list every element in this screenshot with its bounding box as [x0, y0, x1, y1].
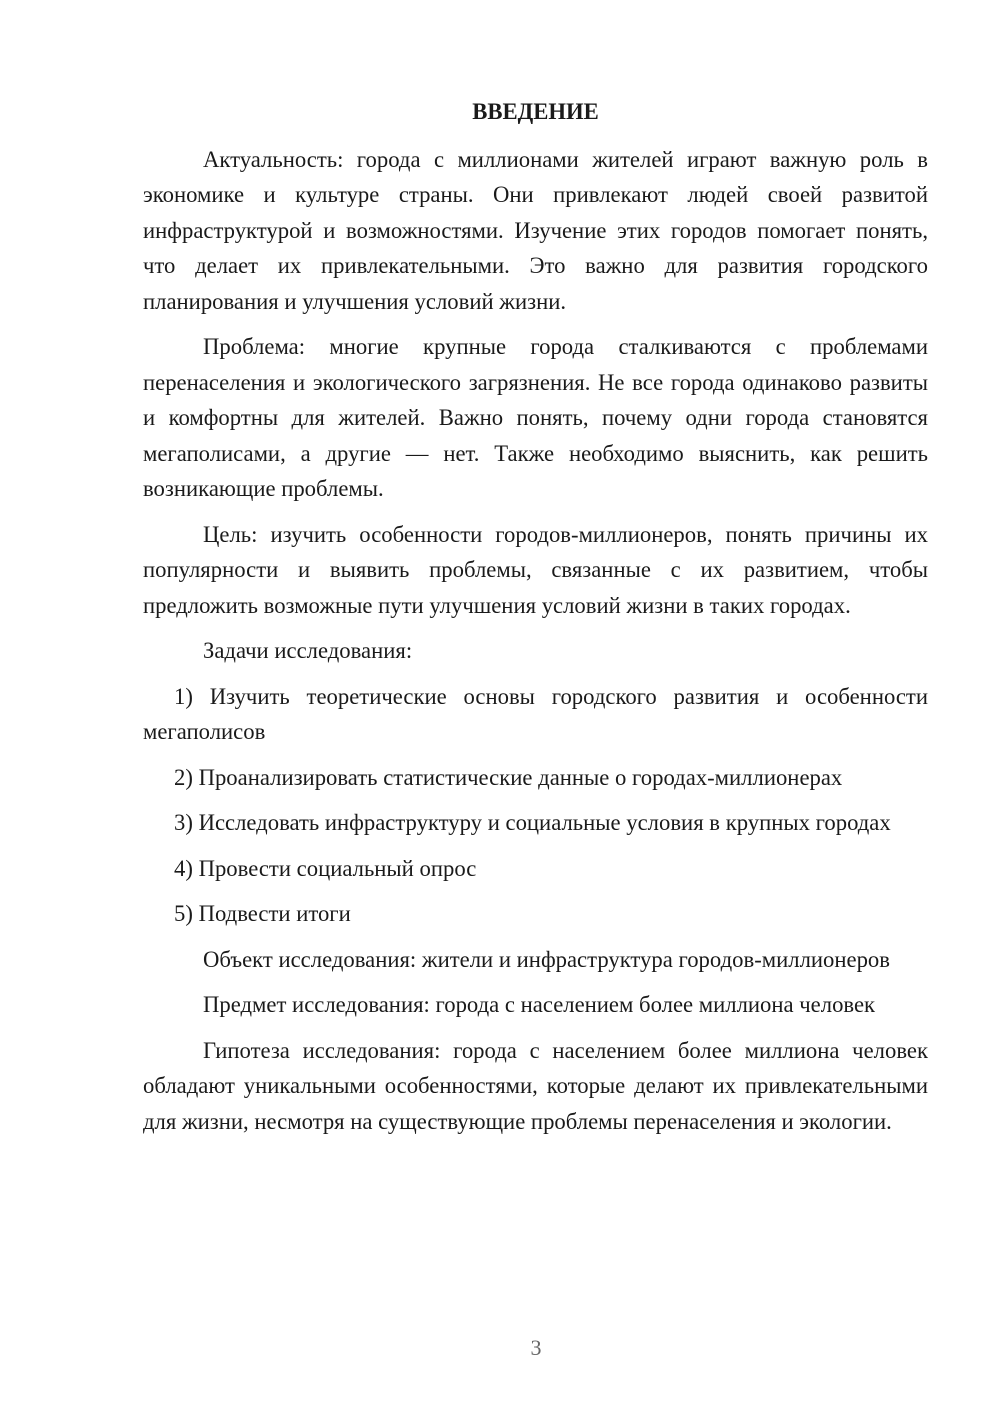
- subject-paragraph: Предмет исследования: города с населением более миллиона человек: [203, 992, 876, 1017]
- problem-paragraph: Проблема: многие крупные города сталкиваются с проблемами перенаселения и экологического загрязнения. Не все города одинаково развиты и комфортны для жителей. Важно понять, почему одни города становятся мегаполисами, а другие — нет. Также необходимо выяснить, как решить возникающие проблемы.: [143, 334, 928, 501]
- section-title: ВВЕДЕНИЕ: [472, 99, 599, 124]
- relevance-paragraph: Актуальность: города с миллионами жителей играют важную роль в экономике и культуре страны. Они привлекают людей своей развитой инфраструктурой и возможностями. Изучение этих городов помогает понять, что делает их привлекательными. Это важно для развития городского планирования и улучшения условий жизни.: [143, 146, 928, 314]
- tasks-list: [143, 679, 928, 932]
- hypothesis-paragraph: Гипотеза исследования: города с населением более миллиона человек обладают уникальными особенностями, которые делают их привлекательными для жизни, несмотря на существующие проблемы перенаселения и экологии.: [143, 1037, 928, 1134]
- task-item-4: 4) Провести социальный опрос: [174, 855, 477, 881]
- task-item-3: 3) Исследовать инфраструктуру и социальные условия в крупных городах: [174, 810, 891, 835]
- task-item-5: 5) Подвести итоги: [174, 901, 351, 926]
- task-item-2: 2) Проанализировать статистические данные о городах-миллионерах: [174, 764, 843, 790]
- object-paragraph: Объект исследования: жители и инфраструктура городов-миллионеров: [203, 946, 890, 972]
- tasks-heading: Задачи исследования:: [203, 638, 413, 663]
- page-number: 3: [530, 1335, 542, 1360]
- page-content: [143, 94, 928, 1149]
- goal-paragraph: Цель: изучить особенности городов-миллионеров, понять причины их популярности и выявить проблемы, связанные с их развитием, чтобы предложить возможные пути улучшения условий жизни в таких городах.: [143, 521, 928, 618]
- task-item-1: 1) Изучить теоретические основы городского развития и особенности мегаполисов: [143, 683, 928, 744]
